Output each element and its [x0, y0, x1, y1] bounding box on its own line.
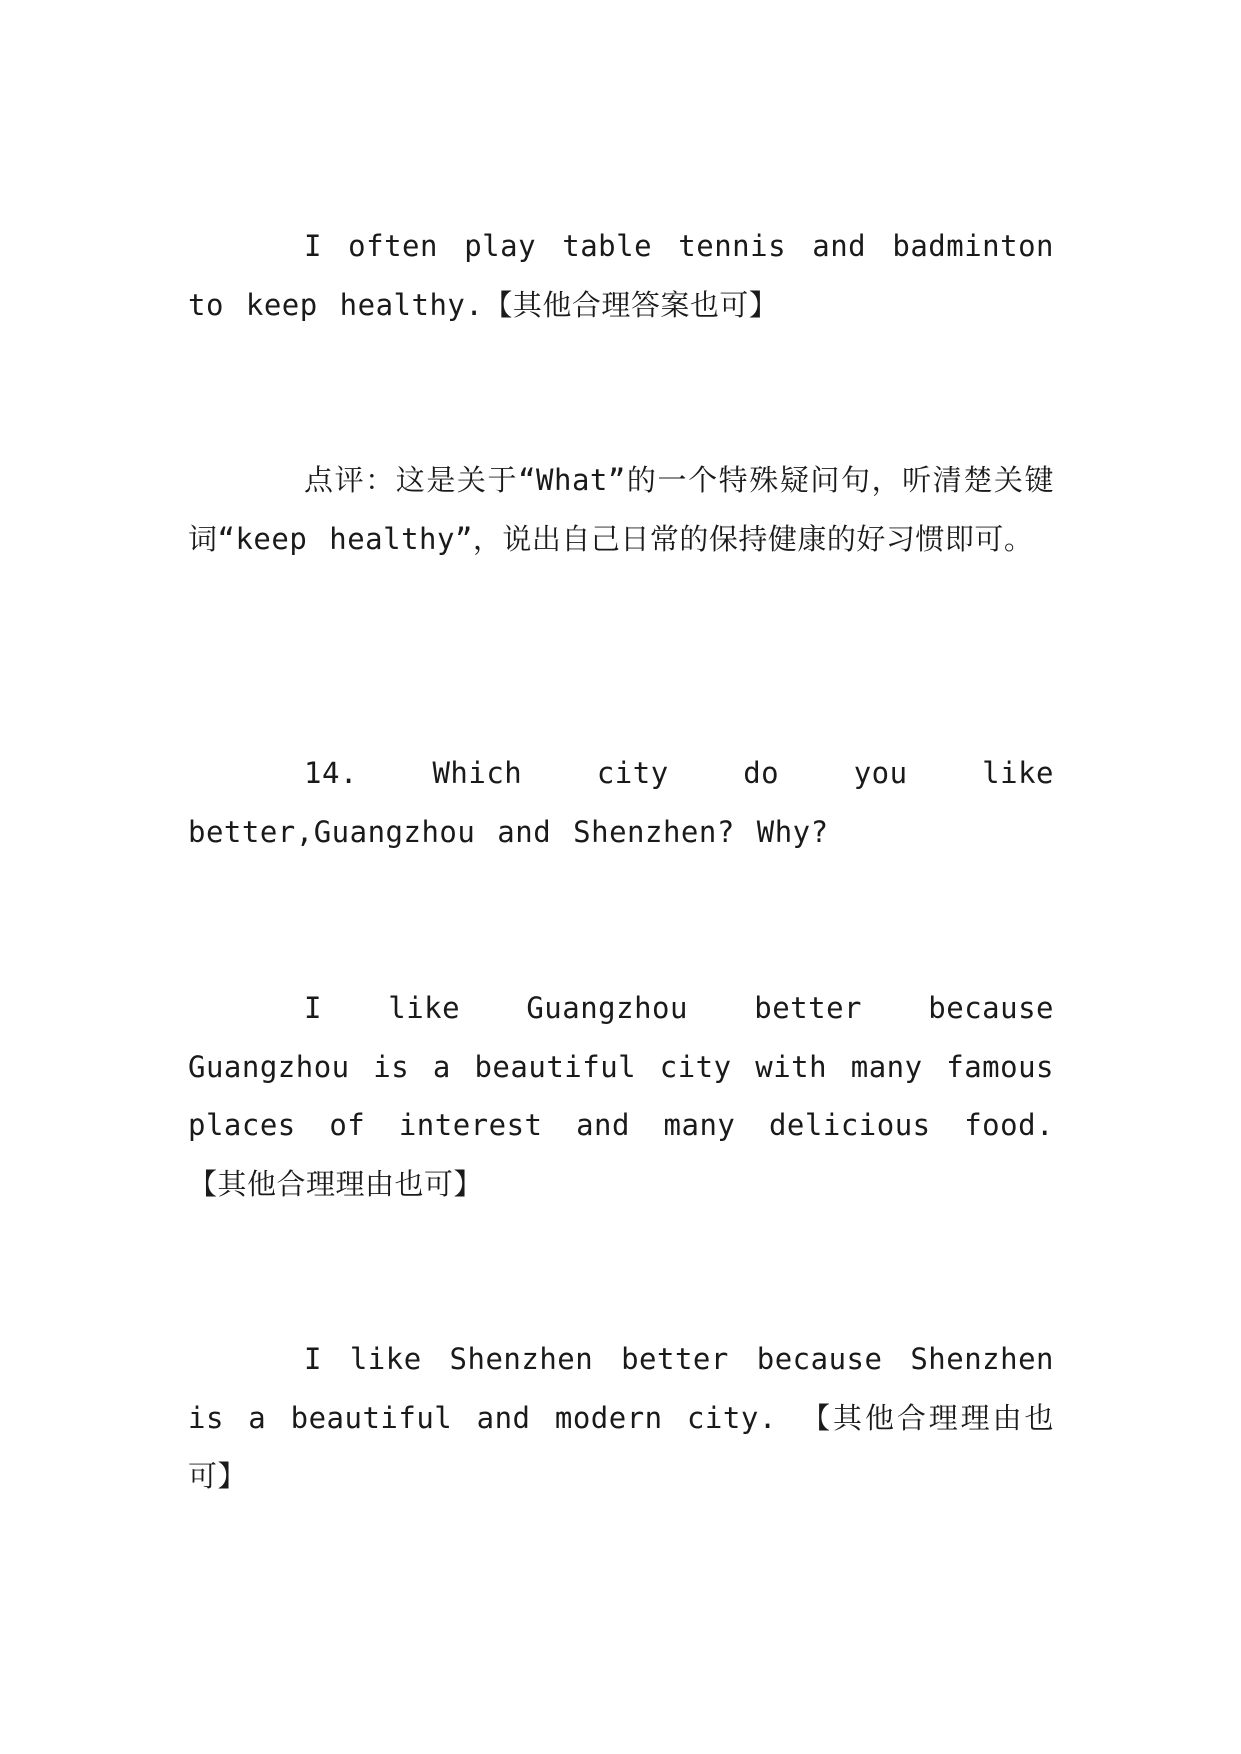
comment-paragraph: 点评：这是关于“What”的一个特殊疑问句，听清楚关键词“keep healthy”，说出自己日常的保持健康的好习惯即可。 — [188, 463, 1054, 556]
answer-paragraph-keep-healthy: I often play table tennis and badminton to keep healthy.【其他合理答案也可】 — [188, 229, 1054, 322]
answer-paragraph-shenzhen: I like Shenzhen better because Shenzhen is a beautiful and modern city. 【其他合理理由也可】 — [188, 1342, 1054, 1493]
question-14-paragraph: 14. Which city do you like better,Guangzhou and Shenzhen? Why? — [188, 756, 1054, 849]
answer-paragraph-guangzhou: I like Guangzhou better because Guangzhou is a beautiful city with many famous places of interest and many delicious food. 【其他合理理由也可】 — [188, 991, 1054, 1201]
